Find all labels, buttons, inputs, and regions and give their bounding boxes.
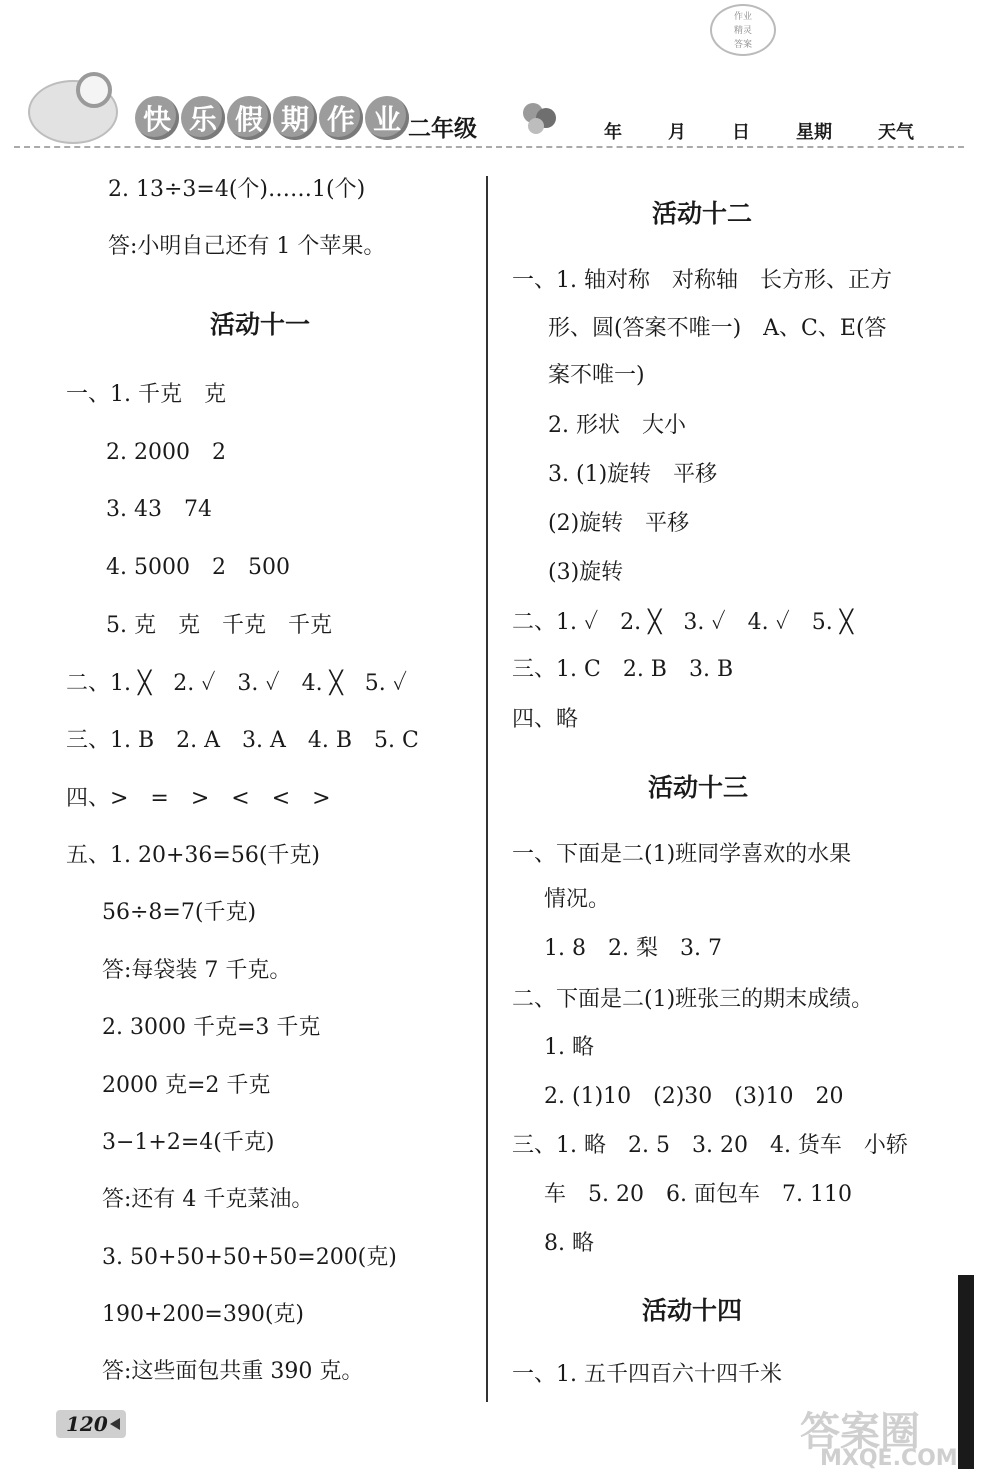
- answer-line: 答:每袋装 7 千克。: [102, 958, 292, 983]
- stamp-line: 作业: [733, 12, 752, 22]
- answer-line: 2. (1)10 (2)30 (3)10 20: [544, 1084, 844, 1109]
- answer-line: 三、1. C 2. B 3. B: [512, 657, 734, 682]
- section-heading: 活动十四: [642, 1296, 743, 1325]
- section-heading: 活动十三: [648, 773, 749, 802]
- answer-line: 一、1. 轴对称 对称轴 长方形、正方: [512, 268, 892, 293]
- stamp-line: 答案: [733, 40, 752, 50]
- answer-line: 情况。: [544, 887, 611, 912]
- answer-line: 一、1. 五千四百六十四千米: [512, 1362, 782, 1387]
- answer-line: 五、1. 20+36=56(千克): [66, 843, 320, 868]
- answer-line: 形、圆(答案不唯一) A、C、E(答: [548, 316, 887, 341]
- answer-line: 3−1+2=4(千克): [102, 1130, 275, 1155]
- answer-line: 2000 克=2 千克: [102, 1073, 271, 1098]
- watermark-logo: 答案圈: [800, 1409, 920, 1455]
- answer-line: 答:这些面包共重 390 克。: [102, 1359, 364, 1384]
- date-fields: [604, 118, 914, 144]
- answer-line: 答:小明自己还有 1 个苹果。: [108, 234, 386, 259]
- answer-line: 答:还有 4 千克菜油。: [102, 1187, 314, 1212]
- answer-line: 5. 克 克 千克 千克: [106, 613, 332, 638]
- answer-line: 二、下面是二(1)班张三的期末成绩。: [512, 987, 874, 1012]
- answer-line: 二、1. ╳ 2. ✓ 3. ✓ 4. ╳ 5. ✓: [66, 671, 407, 696]
- answer-line: (3)旋转: [548, 560, 624, 585]
- watermark-url: MXQE.COM: [820, 1446, 958, 1471]
- answer-line: 1. 略: [544, 1035, 594, 1060]
- month-label: 月: [668, 122, 686, 143]
- answer-line: 案不唯一): [548, 363, 645, 388]
- stamp-line: 精灵: [733, 26, 752, 36]
- page-header: [0, 0, 1000, 160]
- answer-line: 一、1. 千克 克: [66, 382, 226, 407]
- stamp-seal: [710, 4, 776, 56]
- balloons-icon: [520, 100, 560, 140]
- page-number: 120: [56, 1410, 126, 1438]
- title-char: 假: [227, 96, 271, 140]
- answer-line: 3. 50+50+50+50=200(克): [102, 1245, 397, 1270]
- title-char: 快: [135, 96, 179, 140]
- year-label: 年: [604, 122, 622, 143]
- column-divider: [486, 176, 488, 1402]
- answer-line: 四、> = > < < >: [66, 786, 331, 811]
- section-heading: 活动十二: [652, 199, 753, 228]
- header-title: [135, 96, 409, 140]
- answer-line: 2. 形状 大小: [548, 413, 686, 438]
- answer-line: 二、1. ✓ 2. ╳ 3. ✓ 4. ✓ 5. ╳: [512, 610, 853, 635]
- answer-line: 1. 8 2. 梨 3. 7: [544, 936, 722, 961]
- answer-line: (2)旋转 平移: [548, 511, 690, 536]
- section-heading: 活动十一: [210, 310, 311, 339]
- title-char: 期: [273, 96, 317, 140]
- answer-line: 3. (1)旋转 平移: [548, 462, 718, 487]
- title-char: 业: [365, 96, 409, 140]
- answer-line: 车 5. 20 6. 面包车 7. 110: [544, 1182, 852, 1207]
- magnifier-icon: [76, 72, 112, 108]
- title-char: 乐: [181, 96, 225, 140]
- day-label: 日: [732, 122, 750, 143]
- answer-line: 2. 13÷3=4(个)……1(个): [108, 177, 366, 202]
- answer-line: 4. 5000 2 500: [106, 555, 290, 580]
- answer-line: 8. 略: [544, 1231, 594, 1256]
- answer-line: 2. 3000 千克=3 千克: [102, 1015, 321, 1040]
- header-divider: [14, 146, 964, 148]
- weather-label: 天气: [878, 122, 914, 143]
- answer-line: 一、下面是二(1)班同学喜欢的水果: [512, 842, 852, 867]
- answer-line: 三、1. 略 2. 5 3. 20 4. 货车 小轿: [512, 1133, 908, 1158]
- weekday-label: 星期: [796, 122, 832, 143]
- answer-line: 三、1. B 2. A 3. A 4. B 5. C: [66, 728, 419, 753]
- answer-line: 56÷8=7(千克): [102, 900, 257, 925]
- side-edge-bar: [958, 1275, 974, 1469]
- answer-line: 四、略: [512, 707, 579, 732]
- grade-label: 二年级: [408, 116, 477, 142]
- title-char: 作: [319, 96, 363, 140]
- answer-line: 2. 2000 2: [106, 440, 226, 465]
- answer-line: 3. 43 74: [106, 497, 212, 522]
- answer-line: 190+200=390(克): [102, 1302, 305, 1327]
